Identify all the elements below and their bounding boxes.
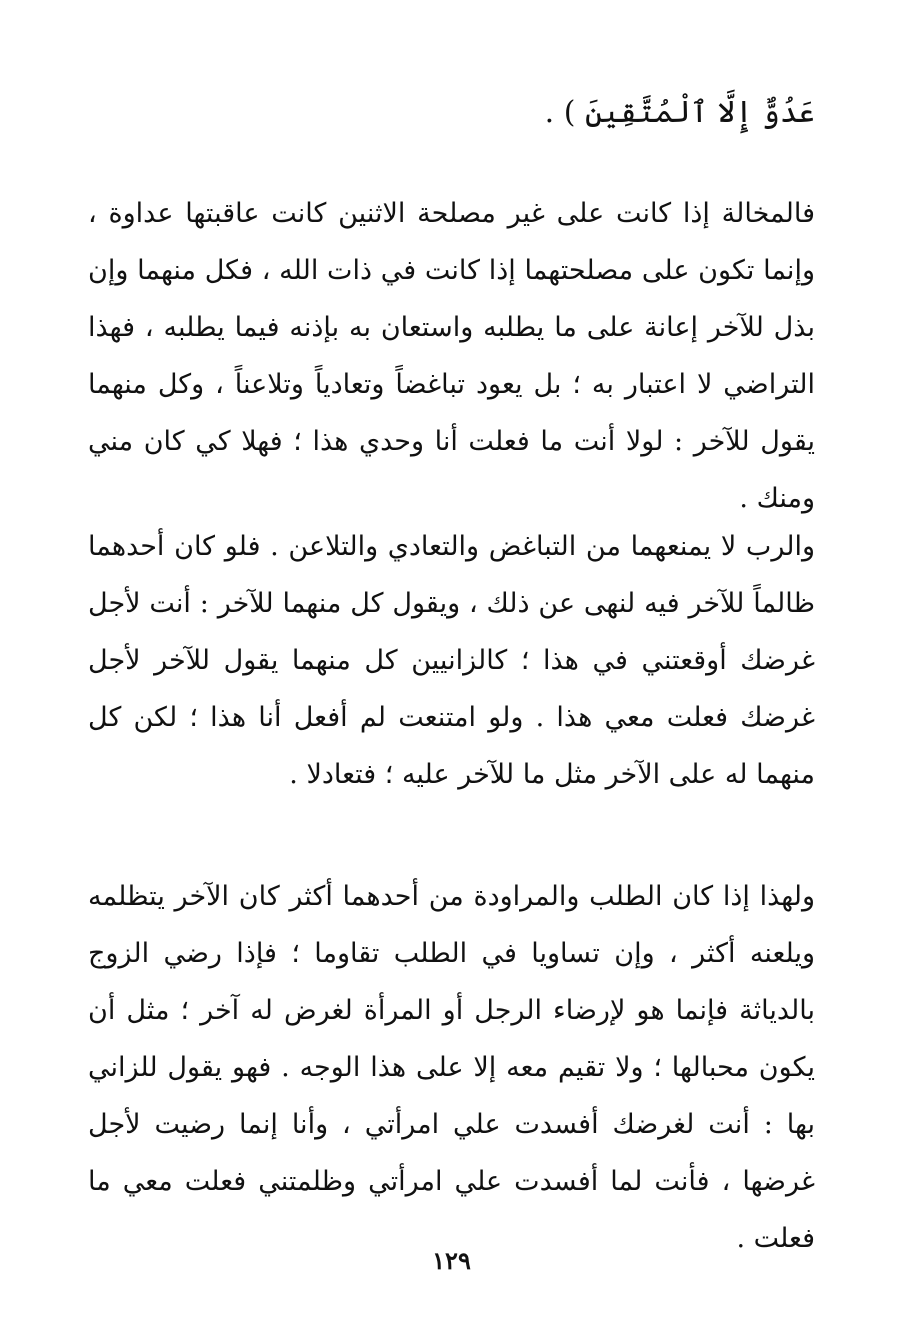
paragraph-1: فالمخالة إذا كانت على غير مصلحة الاثنين كانت عاقبتها عداوة ، وإنما تكون على مصلحتهما إذا كانت في ذات الله ، فكل منهما وإن بذل للآخر إعانة على ما يطلبه واستعان به بإذنه فيما يطلبه ، فهذا التراضي لا اعتبار به ؛ بل يعود تباغضاً وتعادياً وتلاعناً ، وكل منهما يقول للآخر : لولا أنت ما فعلت أنا وحدي هذا ؛ فهلا كي كان مني ومنك . [88,198,815,514]
paragraph-2: والرب لا يمنعهما من التباغض والتعادي والتلاعن . فلو كان أحدهما ظالماً للآخر فيه لنهى عن ذلك ، ويقول كل منهما للآخر : أنت لأجل غرضك أوقعتني في هذا ؛ كالزانيين كل منهما يقول للآخر لأجل غرضك فعلت معي هذا . ولو امتنعت لم أفعل أنا هذا ؛ لكن كل منهما له على الآخر مثل ما للآخر عليه ؛ فتعادلا . [88,531,815,790]
page-number: ١٢٩ [432,1246,471,1275]
quran-verse-fragment: عَدُوٌّ إِلَّا ٱلْمُتَّقِينَ ) . [544,95,815,130]
paragraph-3: ولهذا إذا كان الطلب والمراودة من أحدهما أكثر كان الآخر يتظلمه ويلعنه أكثر ، وإن تساويا في الطلب تقاوما ؛ فإذا رضي الزوج بالدياثة فإنما هو لإرضاء الرجل أو المرأة لغرض له آخر ؛ مثل أن يكون محبالها ؛ ولا تقيم معه إلا على هذا الوجه . فهو يقول للزاني بها : أنت لغرضك أفسدت علي امرأتي ، وأنا إنما رضيت لأجل غرضها ، فأنت لما أفسدت علي امرأتي وظلمتني فعلت معي ما فعلت . [88,881,815,1254]
